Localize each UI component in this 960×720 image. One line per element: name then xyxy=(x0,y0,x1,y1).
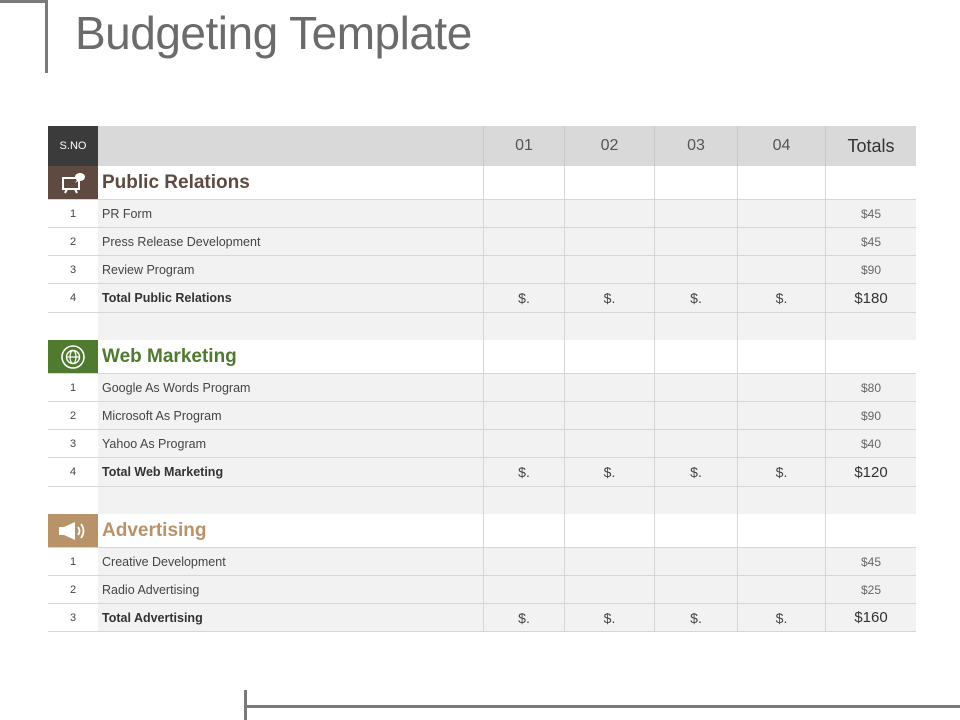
row-label: Creative Development xyxy=(102,554,226,569)
table-row xyxy=(48,227,916,255)
table-row xyxy=(48,547,916,575)
total-row xyxy=(48,603,916,632)
row-label: Radio Advertising xyxy=(102,582,200,597)
table-row xyxy=(48,373,916,401)
total-row xyxy=(48,457,916,486)
row-total: $90 xyxy=(825,402,916,429)
total-label: Total Public Relations xyxy=(102,291,232,305)
header-q3: 03 xyxy=(654,126,737,166)
header-totals: Totals xyxy=(825,126,916,166)
total-q3: $. xyxy=(654,458,737,486)
section-row-web-marketing xyxy=(48,340,916,373)
total-q3: $. xyxy=(654,284,737,312)
row-total: $90 xyxy=(825,256,916,283)
section-row-public-relations xyxy=(48,166,916,199)
section-title: Advertising xyxy=(102,519,207,541)
row-number: 4 xyxy=(48,284,98,312)
table-row xyxy=(48,575,916,603)
total-q3: $. xyxy=(654,604,737,631)
corner-line-vertical xyxy=(45,0,48,73)
row-number: 3 xyxy=(48,256,98,283)
total-value: $180 xyxy=(825,284,916,312)
megaphone-icon xyxy=(48,514,98,547)
section-title: Public Relations xyxy=(102,171,250,193)
page-title: Budgeting Template xyxy=(75,7,472,59)
spacer-row xyxy=(48,486,916,514)
total-value: $120 xyxy=(825,458,916,486)
table-header-row xyxy=(48,126,916,166)
total-q2: $. xyxy=(564,458,654,486)
row-number: 3 xyxy=(48,430,98,457)
table-row xyxy=(48,429,916,457)
header-q2: 02 xyxy=(564,126,654,166)
total-label: Total Advertising xyxy=(102,610,203,625)
row-total: $80 xyxy=(825,374,916,401)
row-number: 2 xyxy=(48,228,98,255)
total-label: Total Web Marketing xyxy=(102,465,224,479)
row-number: 2 xyxy=(48,402,98,429)
total-value: $160 xyxy=(825,604,916,631)
table-row xyxy=(48,199,916,227)
row-number: 1 xyxy=(48,200,98,227)
row-number: 4 xyxy=(48,458,98,486)
section-title: Web Marketing xyxy=(102,345,237,367)
row-total: $40 xyxy=(825,430,916,457)
budget-table xyxy=(48,126,916,632)
header-q4: 04 xyxy=(737,126,825,166)
header-item xyxy=(98,126,483,166)
presentation-board-icon xyxy=(48,166,98,199)
row-number: 1 xyxy=(48,548,98,575)
row-label: Yahoo As Program xyxy=(102,436,206,451)
row-number: 2 xyxy=(48,576,98,603)
row-label: Review Program xyxy=(102,262,195,277)
total-q2: $. xyxy=(564,604,654,631)
row-label: Microsoft As Program xyxy=(102,408,222,423)
globe-icon xyxy=(48,340,98,373)
total-q1: $. xyxy=(483,604,564,631)
row-total: $45 xyxy=(825,200,916,227)
table-row xyxy=(48,255,916,283)
total-row xyxy=(48,283,916,312)
row-label: Press Release Development xyxy=(102,234,261,249)
spacer-row xyxy=(48,312,916,340)
row-label: PR Form xyxy=(102,206,152,221)
row-number: 1 xyxy=(48,374,98,401)
total-q4: $. xyxy=(737,284,825,312)
bottom-line-horizontal xyxy=(244,705,960,708)
total-q4: $. xyxy=(737,604,825,631)
total-q1: $. xyxy=(483,284,564,312)
row-total: $45 xyxy=(825,228,916,255)
header-sno: S.NO xyxy=(48,126,98,166)
total-q1: $. xyxy=(483,458,564,486)
corner-line-horizontal xyxy=(0,0,47,3)
section-row-advertising xyxy=(48,514,916,547)
total-q4: $. xyxy=(737,458,825,486)
row-total: $25 xyxy=(825,576,916,603)
row-total: $45 xyxy=(825,548,916,575)
row-label: Google As Words Program xyxy=(102,380,251,395)
total-q2: $. xyxy=(564,284,654,312)
row-number: 3 xyxy=(48,604,98,631)
header-q1: 01 xyxy=(483,126,564,166)
table-row xyxy=(48,401,916,429)
